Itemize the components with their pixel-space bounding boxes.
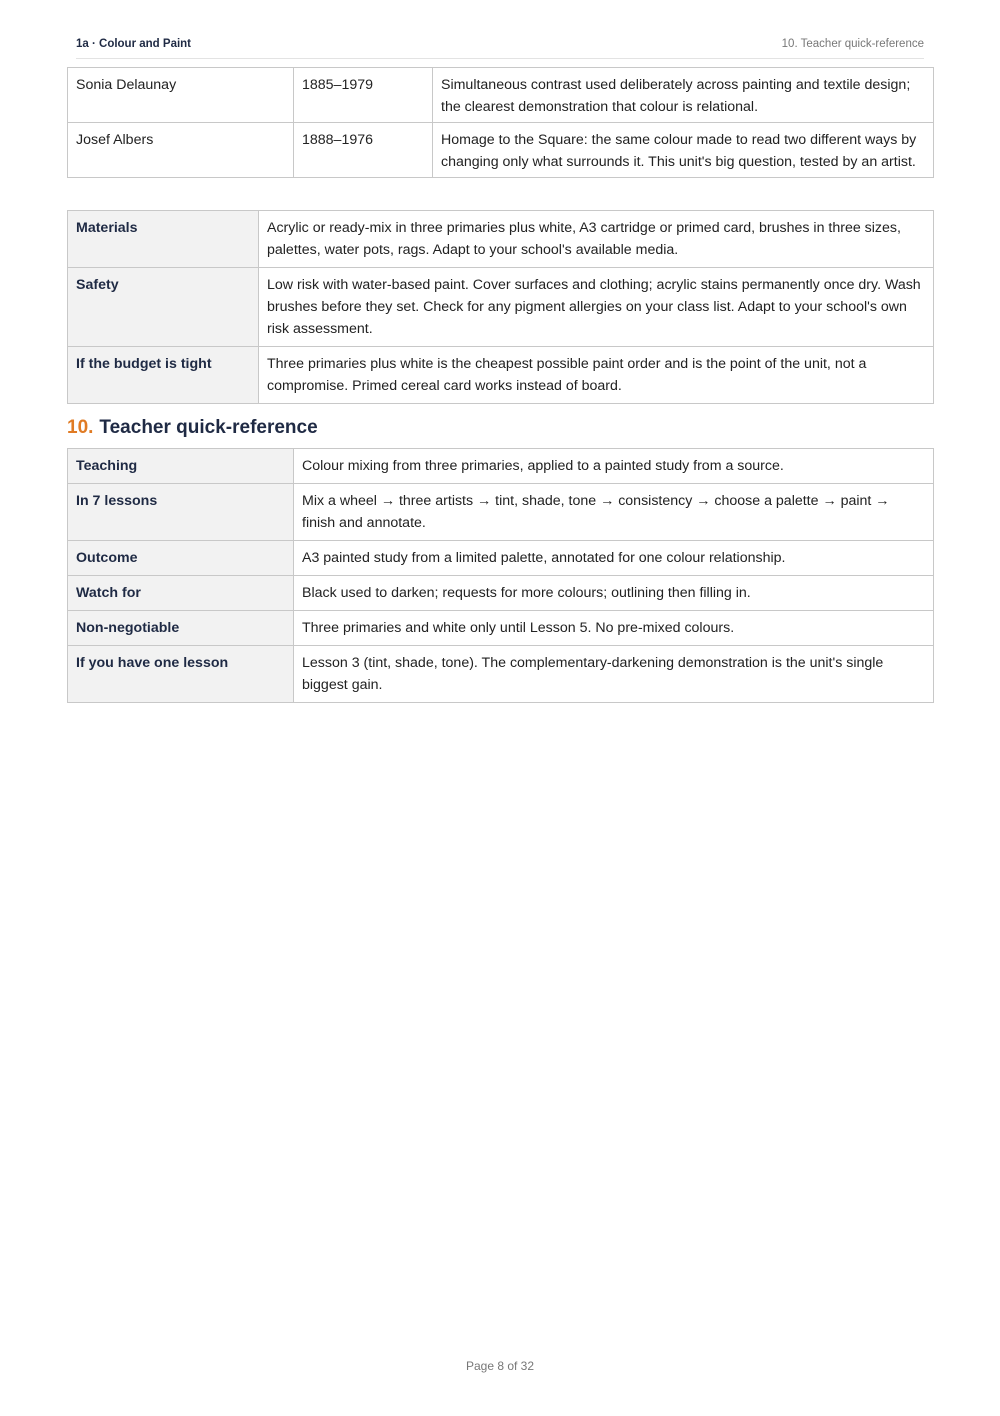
row-text: Three primaries and white only until Lesson 5. No pre-mixed colours. xyxy=(294,611,934,646)
table-row xyxy=(68,68,934,123)
section-title: 10. Teacher quick-reference xyxy=(781,38,924,50)
section-number: 10. xyxy=(67,417,94,438)
table-row xyxy=(68,211,934,268)
table-row xyxy=(68,646,934,703)
table-row xyxy=(68,123,934,178)
artist-note: Homage to the Square: the same colour made to read two different ways by changing only what surrounds it. This unit's big question, tested by an artist. xyxy=(433,123,934,178)
row-text: Colour mixing from three primaries, applied to a painted study from a source. xyxy=(294,449,934,484)
table-row xyxy=(68,449,934,484)
table-row xyxy=(68,268,934,347)
row-text: Three primaries plus white is the cheapest possible paint order and is the point of the unit, not a compromise. Primed cereal card works instead of board. xyxy=(259,347,934,404)
artist-name: Josef Albers xyxy=(68,123,294,178)
section-heading xyxy=(67,417,318,439)
table-row xyxy=(68,576,934,611)
quick-reference-table xyxy=(67,448,934,703)
row-label: Watch for xyxy=(68,576,294,611)
artist-dates: 1888–1976 xyxy=(294,123,433,178)
row-label: If you have one lesson xyxy=(68,646,294,703)
page-header xyxy=(76,38,924,59)
row-text: Acrylic or ready-mix in three primaries plus white, A3 cartridge or primed card, brushes in three sizes, palettes, water pots, rags. Adapt to your school's available media. xyxy=(259,211,934,268)
row-label: Outcome xyxy=(68,541,294,576)
row-label: Non-negotiable xyxy=(68,611,294,646)
row-text: Mix a wheel → three artists → tint, shade, tone → consistency → choose a palette → paint → finish and annotate. xyxy=(294,484,934,541)
row-label: Teaching xyxy=(68,449,294,484)
row-text: A3 painted study from a limited palette, annotated for one colour relationship. xyxy=(294,541,934,576)
section-heading-title: Teacher quick-reference xyxy=(99,417,318,438)
resources-table xyxy=(67,210,934,404)
row-label: Materials xyxy=(68,211,259,268)
artist-note: Simultaneous contrast used deliberately across painting and textile design; the clearest demonstration that colour is relational. xyxy=(433,68,934,123)
table-row xyxy=(68,347,934,404)
row-label: In 7 lessons xyxy=(68,484,294,541)
page-number: Page 8 of 32 xyxy=(465,1359,535,1373)
artist-name: Sonia Delaunay xyxy=(68,68,294,123)
table-row xyxy=(68,484,934,541)
unit-title: 1a · Colour and Paint xyxy=(76,38,192,50)
row-text: Black used to darken; requests for more colours; outlining then filling in. xyxy=(294,576,934,611)
row-text: Low risk with water-based paint. Cover surfaces and clothing; acrylic stains permanently once dry. Wash brushes before they set. Check for any pigment allergies on your class list. Adapt to your school's own risk assessment. xyxy=(259,268,934,347)
row-label: Safety xyxy=(68,268,259,347)
table-row xyxy=(68,611,934,646)
row-text: Lesson 3 (tint, shade, tone). The complementary-darkening demonstration is the unit's single biggest gain. xyxy=(294,646,934,703)
artists-table xyxy=(67,67,934,178)
row-label: If the budget is tight xyxy=(68,347,259,404)
artist-dates: 1885–1979 xyxy=(294,68,433,123)
table-row xyxy=(68,541,934,576)
